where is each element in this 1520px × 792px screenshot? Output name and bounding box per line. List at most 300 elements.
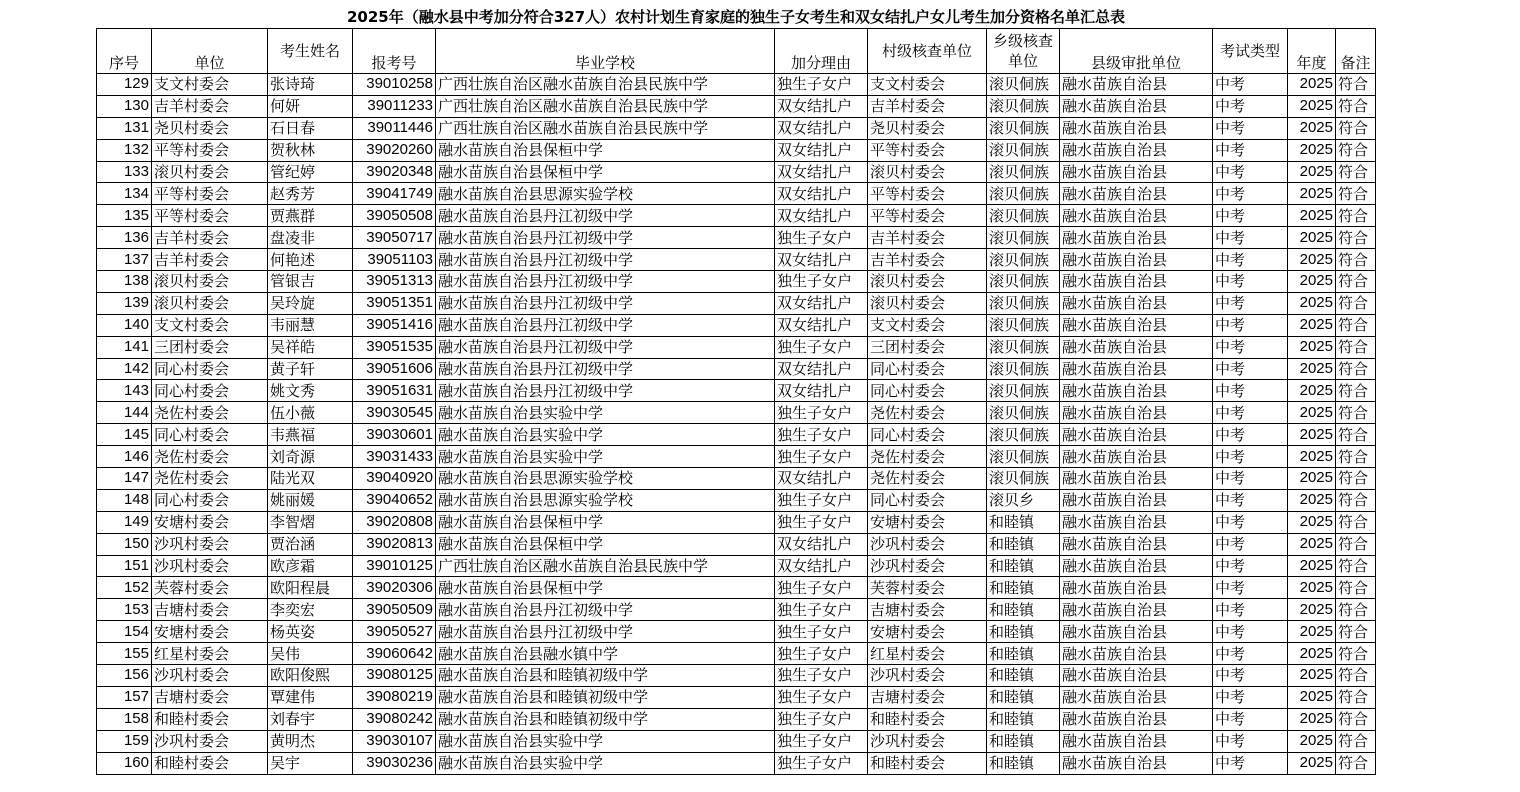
cell-note: 符合: [1336, 227, 1376, 249]
cell-school: 融水苗族自治县丹江初级中学: [436, 314, 775, 336]
cell-student-name: 吴伟: [268, 643, 353, 665]
cell-seq: 154: [97, 621, 152, 643]
cell-school: 广西壮族自治区融水苗族自治县民族中学: [436, 74, 775, 96]
cell-student-name: 韦燕福: [268, 424, 353, 446]
cell-exam-type: 中考: [1213, 380, 1288, 402]
cell-bonus-reason: 独生子女户: [775, 271, 868, 293]
cell-student-name: 何妍: [268, 95, 353, 117]
cell-student-name: 覃建伟: [268, 686, 353, 708]
cell-exam-number: 39010258: [353, 74, 436, 96]
cell-exam-type: 中考: [1213, 117, 1288, 139]
cell-year: 2025: [1288, 358, 1336, 380]
cell-school: 融水苗族自治县丹江初级中学: [436, 271, 775, 293]
cell-town-check: 滚贝侗族: [987, 205, 1060, 227]
cell-seq: 141: [97, 336, 152, 358]
cell-exam-type: 中考: [1213, 665, 1288, 687]
cell-student-name: 张诗琦: [268, 74, 353, 96]
cell-town-check: 和睦镇: [987, 730, 1060, 752]
cell-bonus-reason: 独生子女户: [775, 511, 868, 533]
cell-exam-type: 中考: [1213, 555, 1288, 577]
cell-bonus-reason: 独生子女户: [775, 424, 868, 446]
cell-town-check: 滚贝侗族: [987, 468, 1060, 490]
cell-student-name: 姚文秀: [268, 380, 353, 402]
cell-exam-type: 中考: [1213, 402, 1288, 424]
cell-unit: 支文村委会: [152, 314, 268, 336]
cell-exam-type: 中考: [1213, 468, 1288, 490]
cell-village-check: 和睦村委会: [868, 708, 987, 730]
table-row: [97, 577, 1376, 599]
table-row: [97, 730, 1376, 752]
cell-student-name: 刘春宇: [268, 708, 353, 730]
cell-county-approval: 融水苗族自治县: [1060, 468, 1213, 490]
table-row: [97, 249, 1376, 271]
table-row: [97, 468, 1376, 490]
cell-unit: 滚贝村委会: [152, 292, 268, 314]
cell-seq: 129: [97, 74, 152, 96]
cell-school: 广西壮族自治区融水苗族自治县民族中学: [436, 95, 775, 117]
header-seq: 序号: [97, 29, 152, 74]
cell-county-approval: 融水苗族自治县: [1060, 292, 1213, 314]
cell-seq: 152: [97, 577, 152, 599]
cell-exam-type: 中考: [1213, 249, 1288, 271]
cell-school: 融水苗族自治县实验中学: [436, 446, 775, 468]
cell-note: 符合: [1336, 292, 1376, 314]
table-row: [97, 380, 1376, 402]
header-unit: 单位: [152, 29, 268, 74]
cell-village-check: 平等村委会: [868, 183, 987, 205]
cell-unit: 和睦村委会: [152, 708, 268, 730]
cell-village-check: 吉羊村委会: [868, 227, 987, 249]
cell-unit: 滚贝村委会: [152, 271, 268, 293]
cell-student-name: 韦丽慧: [268, 314, 353, 336]
cell-year: 2025: [1288, 227, 1336, 249]
table-row: [97, 665, 1376, 687]
cell-exam-number: 39051313: [353, 271, 436, 293]
table-row: [97, 599, 1376, 621]
cell-seq: 137: [97, 249, 152, 271]
table-row: [97, 402, 1376, 424]
cell-exam-number: 39020260: [353, 139, 436, 161]
cell-town-check: 和睦镇: [987, 665, 1060, 687]
cell-note: 符合: [1336, 708, 1376, 730]
cell-bonus-reason: 双女结扎户: [775, 314, 868, 336]
cell-exam-number: 39050508: [353, 205, 436, 227]
cell-note: 符合: [1336, 643, 1376, 665]
cell-village-check: 尧佐村委会: [868, 468, 987, 490]
cell-school: 融水苗族自治县丹江初级中学: [436, 249, 775, 271]
cell-unit: 吉羊村委会: [152, 95, 268, 117]
cell-seq: 150: [97, 533, 152, 555]
cell-county-approval: 融水苗族自治县: [1060, 249, 1213, 271]
cell-seq: 147: [97, 468, 152, 490]
cell-student-name: 姚丽媛: [268, 489, 353, 511]
header-row: [97, 29, 1376, 74]
cell-year: 2025: [1288, 95, 1336, 117]
cell-seq: 143: [97, 380, 152, 402]
cell-exam-type: 中考: [1213, 74, 1288, 96]
cell-unit: 沙巩村委会: [152, 665, 268, 687]
cell-bonus-reason: 双女结扎户: [775, 468, 868, 490]
cell-county-approval: 融水苗族自治县: [1060, 446, 1213, 468]
qualification-table: [96, 28, 1376, 775]
cell-seq: 140: [97, 314, 152, 336]
cell-unit: 沙巩村委会: [152, 533, 268, 555]
cell-bonus-reason: 独生子女户: [775, 599, 868, 621]
cell-village-check: 尧佐村委会: [868, 446, 987, 468]
cell-student-name: 盘凌非: [268, 227, 353, 249]
cell-note: 符合: [1336, 74, 1376, 96]
header-exam-type: 考试类型: [1213, 29, 1288, 74]
cell-note: 符合: [1336, 686, 1376, 708]
cell-year: 2025: [1288, 249, 1336, 271]
cell-exam-number: 39031433: [353, 446, 436, 468]
table-row: [97, 117, 1376, 139]
cell-student-name: 石日春: [268, 117, 353, 139]
cell-town-check: 滚贝侗族: [987, 446, 1060, 468]
table-row: [97, 424, 1376, 446]
cell-school: 融水苗族自治县实验中学: [436, 730, 775, 752]
cell-unit: 吉塘村委会: [152, 599, 268, 621]
cell-village-check: 和睦村委会: [868, 752, 987, 774]
cell-county-approval: 融水苗族自治县: [1060, 161, 1213, 183]
cell-town-check: 和睦镇: [987, 533, 1060, 555]
cell-note: 符合: [1336, 117, 1376, 139]
cell-student-name: 贾燕群: [268, 205, 353, 227]
cell-student-name: 赵秀芳: [268, 183, 353, 205]
cell-village-check: 沙巩村委会: [868, 533, 987, 555]
cell-village-check: 平等村委会: [868, 139, 987, 161]
cell-school: 广西壮族自治区融水苗族自治县民族中学: [436, 117, 775, 139]
cell-exam-number: 39051103: [353, 249, 436, 271]
cell-village-check: 芙蓉村委会: [868, 577, 987, 599]
cell-county-approval: 融水苗族自治县: [1060, 358, 1213, 380]
cell-exam-type: 中考: [1213, 621, 1288, 643]
cell-seq: 153: [97, 599, 152, 621]
cell-school: 融水苗族自治县实验中学: [436, 752, 775, 774]
table-row: [97, 555, 1376, 577]
cell-seq: 149: [97, 511, 152, 533]
cell-town-check: 滚贝侗族: [987, 314, 1060, 336]
cell-exam-number: 39050527: [353, 621, 436, 643]
cell-year: 2025: [1288, 117, 1336, 139]
cell-town-check: 滚贝侗族: [987, 271, 1060, 293]
cell-school: 融水苗族自治县丹江初级中学: [436, 292, 775, 314]
cell-bonus-reason: 双女结扎户: [775, 358, 868, 380]
cell-note: 符合: [1336, 95, 1376, 117]
cell-exam-number: 39051416: [353, 314, 436, 336]
table-row: [97, 95, 1376, 117]
table-body: [97, 74, 1376, 775]
cell-village-check: 吉羊村委会: [868, 249, 987, 271]
cell-town-check: 和睦镇: [987, 511, 1060, 533]
cell-exam-type: 中考: [1213, 139, 1288, 161]
cell-note: 符合: [1336, 446, 1376, 468]
cell-county-approval: 融水苗族自治县: [1060, 730, 1213, 752]
cell-town-check: 滚贝侗族: [987, 336, 1060, 358]
cell-bonus-reason: 双女结扎户: [775, 161, 868, 183]
cell-note: 符合: [1336, 752, 1376, 774]
cell-village-check: 沙巩村委会: [868, 555, 987, 577]
cell-unit: 尧贝村委会: [152, 117, 268, 139]
cell-school: 融水苗族自治县和睦镇初级中学: [436, 686, 775, 708]
cell-county-approval: 融水苗族自治县: [1060, 599, 1213, 621]
cell-town-check: 滚贝侗族: [987, 402, 1060, 424]
cell-bonus-reason: 双女结扎户: [775, 183, 868, 205]
cell-village-check: 吉羊村委会: [868, 95, 987, 117]
cell-county-approval: 融水苗族自治县: [1060, 511, 1213, 533]
cell-town-check: 和睦镇: [987, 643, 1060, 665]
cell-year: 2025: [1288, 380, 1336, 402]
cell-town-check: 和睦镇: [987, 599, 1060, 621]
cell-county-approval: 融水苗族自治县: [1060, 752, 1213, 774]
cell-village-check: 安塘村委会: [868, 621, 987, 643]
table-row: [97, 336, 1376, 358]
cell-seq: 135: [97, 205, 152, 227]
cell-county-approval: 融水苗族自治县: [1060, 183, 1213, 205]
cell-year: 2025: [1288, 424, 1336, 446]
cell-exam-number: 39040652: [353, 489, 436, 511]
cell-note: 符合: [1336, 489, 1376, 511]
cell-student-name: 刘奇源: [268, 446, 353, 468]
cell-school: 融水苗族自治县实验中学: [436, 402, 775, 424]
cell-school: 广西壮族自治区融水苗族自治县民族中学: [436, 555, 775, 577]
cell-year: 2025: [1288, 643, 1336, 665]
cell-student-name: 陆光双: [268, 468, 353, 490]
cell-school: 融水苗族自治县保桓中学: [436, 139, 775, 161]
cell-village-check: 三团村委会: [868, 336, 987, 358]
cell-exam-type: 中考: [1213, 643, 1288, 665]
cell-year: 2025: [1288, 314, 1336, 336]
cell-exam-type: 中考: [1213, 161, 1288, 183]
cell-town-check: 滚贝侗族: [987, 292, 1060, 314]
cell-year: 2025: [1288, 577, 1336, 599]
cell-town-check: 滚贝侗族: [987, 95, 1060, 117]
cell-school: 融水苗族自治县保桓中学: [436, 511, 775, 533]
cell-unit: 尧佐村委会: [152, 468, 268, 490]
cell-seq: 130: [97, 95, 152, 117]
cell-unit: 沙巩村委会: [152, 730, 268, 752]
cell-unit: 安塘村委会: [152, 621, 268, 643]
cell-county-approval: 融水苗族自治县: [1060, 227, 1213, 249]
cell-note: 符合: [1336, 533, 1376, 555]
cell-village-check: 尧佐村委会: [868, 402, 987, 424]
cell-year: 2025: [1288, 446, 1336, 468]
cell-exam-number: 39010125: [353, 555, 436, 577]
cell-exam-type: 中考: [1213, 336, 1288, 358]
cell-student-name: 李奕宏: [268, 599, 353, 621]
table-row: [97, 139, 1376, 161]
cell-town-check: 滚贝侗族: [987, 358, 1060, 380]
cell-exam-number: 39040920: [353, 468, 436, 490]
cell-school: 融水苗族自治县丹江初级中学: [436, 358, 775, 380]
cell-county-approval: 融水苗族自治县: [1060, 336, 1213, 358]
cell-bonus-reason: 独生子女户: [775, 577, 868, 599]
cell-seq: 146: [97, 446, 152, 468]
table-row: [97, 708, 1376, 730]
cell-school: 融水苗族自治县丹江初级中学: [436, 380, 775, 402]
table-row: [97, 183, 1376, 205]
cell-note: 符合: [1336, 271, 1376, 293]
cell-bonus-reason: 双女结扎户: [775, 205, 868, 227]
cell-year: 2025: [1288, 555, 1336, 577]
cell-exam-number: 39060642: [353, 643, 436, 665]
table-row: [97, 292, 1376, 314]
cell-unit: 红星村委会: [152, 643, 268, 665]
cell-year: 2025: [1288, 730, 1336, 752]
cell-county-approval: 融水苗族自治县: [1060, 533, 1213, 555]
cell-seq: 142: [97, 358, 152, 380]
cell-bonus-reason: 独生子女户: [775, 708, 868, 730]
cell-county-approval: 融水苗族自治县: [1060, 489, 1213, 511]
cell-year: 2025: [1288, 511, 1336, 533]
cell-note: 符合: [1336, 621, 1376, 643]
cell-unit: 沙巩村委会: [152, 555, 268, 577]
cell-village-check: 平等村委会: [868, 205, 987, 227]
cell-seq: 138: [97, 271, 152, 293]
cell-village-check: 滚贝村委会: [868, 292, 987, 314]
cell-village-check: 滚贝村委会: [868, 271, 987, 293]
cell-unit: 吉羊村委会: [152, 227, 268, 249]
cell-village-check: 沙巩村委会: [868, 665, 987, 687]
cell-exam-number: 39011446: [353, 117, 436, 139]
cell-year: 2025: [1288, 665, 1336, 687]
cell-unit: 平等村委会: [152, 183, 268, 205]
cell-town-check: 滚贝侗族: [987, 227, 1060, 249]
cell-year: 2025: [1288, 271, 1336, 293]
cell-county-approval: 融水苗族自治县: [1060, 555, 1213, 577]
table-row: [97, 621, 1376, 643]
header-note: 备注: [1336, 29, 1376, 74]
cell-exam-number: 39020808: [353, 511, 436, 533]
cell-note: 符合: [1336, 380, 1376, 402]
cell-note: 符合: [1336, 139, 1376, 161]
cell-unit: 支文村委会: [152, 74, 268, 96]
cell-exam-type: 中考: [1213, 752, 1288, 774]
cell-year: 2025: [1288, 292, 1336, 314]
cell-year: 2025: [1288, 599, 1336, 621]
table-row: [97, 314, 1376, 336]
cell-seq: 144: [97, 402, 152, 424]
cell-school: 融水苗族自治县保桓中学: [436, 161, 775, 183]
cell-student-name: 吴玲旋: [268, 292, 353, 314]
cell-seq: 157: [97, 686, 152, 708]
cell-town-check: 滚贝侗族: [987, 424, 1060, 446]
cell-school: 融水苗族自治县丹江初级中学: [436, 621, 775, 643]
cell-note: 符合: [1336, 730, 1376, 752]
cell-seq: 136: [97, 227, 152, 249]
cell-unit: 同心村委会: [152, 358, 268, 380]
cell-note: 符合: [1336, 424, 1376, 446]
cell-school: 融水苗族自治县思源实验学校: [436, 489, 775, 511]
cell-county-approval: 融水苗族自治县: [1060, 643, 1213, 665]
cell-exam-type: 中考: [1213, 95, 1288, 117]
cell-village-check: 尧贝村委会: [868, 117, 987, 139]
cell-seq: 145: [97, 424, 152, 446]
cell-bonus-reason: 双女结扎户: [775, 555, 868, 577]
cell-school: 融水苗族自治县实验中学: [436, 424, 775, 446]
cell-school: 融水苗族自治县丹江初级中学: [436, 205, 775, 227]
cell-bonus-reason: 双女结扎户: [775, 380, 868, 402]
cell-note: 符合: [1336, 358, 1376, 380]
cell-bonus-reason: 独生子女户: [775, 665, 868, 687]
cell-seq: 132: [97, 139, 152, 161]
cell-bonus-reason: 独生子女户: [775, 227, 868, 249]
cell-unit: 同心村委会: [152, 380, 268, 402]
table-row: [97, 511, 1376, 533]
cell-exam-number: 39050509: [353, 599, 436, 621]
cell-county-approval: 融水苗族自治县: [1060, 74, 1213, 96]
cell-student-name: 欧阳俊熙: [268, 665, 353, 687]
cell-bonus-reason: 独生子女户: [775, 752, 868, 774]
cell-bonus-reason: 独生子女户: [775, 402, 868, 424]
cell-year: 2025: [1288, 752, 1336, 774]
cell-exam-number: 39030236: [353, 752, 436, 774]
cell-county-approval: 融水苗族自治县: [1060, 577, 1213, 599]
cell-village-check: 滚贝村委会: [868, 161, 987, 183]
table-row: [97, 446, 1376, 468]
table-row: [97, 205, 1376, 227]
cell-year: 2025: [1288, 336, 1336, 358]
cell-bonus-reason: 独生子女户: [775, 74, 868, 96]
cell-exam-type: 中考: [1213, 205, 1288, 227]
cell-seq: 148: [97, 489, 152, 511]
cell-exam-type: 中考: [1213, 599, 1288, 621]
cell-seq: 155: [97, 643, 152, 665]
cell-student-name: 黄明杰: [268, 730, 353, 752]
cell-exam-number: 39030107: [353, 730, 436, 752]
cell-note: 符合: [1336, 468, 1376, 490]
cell-bonus-reason: 双女结扎户: [775, 292, 868, 314]
cell-county-approval: 融水苗族自治县: [1060, 271, 1213, 293]
cell-exam-number: 39051631: [353, 380, 436, 402]
cell-county-approval: 融水苗族自治县: [1060, 708, 1213, 730]
cell-unit: 吉塘村委会: [152, 686, 268, 708]
cell-school: 融水苗族自治县融水镇中学: [436, 643, 775, 665]
cell-school: 融水苗族自治县思源实验学校: [436, 183, 775, 205]
cell-exam-type: 中考: [1213, 511, 1288, 533]
cell-exam-type: 中考: [1213, 686, 1288, 708]
cell-student-name: 贺秋林: [268, 139, 353, 161]
cell-town-check: 滚贝侗族: [987, 249, 1060, 271]
cell-bonus-reason: 独生子女户: [775, 621, 868, 643]
cell-year: 2025: [1288, 621, 1336, 643]
cell-unit: 滚贝村委会: [152, 161, 268, 183]
header-year: 年度: [1288, 29, 1336, 74]
cell-village-check: 同心村委会: [868, 424, 987, 446]
cell-note: 符合: [1336, 336, 1376, 358]
cell-student-name: 贾治涵: [268, 533, 353, 555]
cell-county-approval: 融水苗族自治县: [1060, 139, 1213, 161]
cell-exam-number: 39011233: [353, 95, 436, 117]
cell-student-name: 何艳述: [268, 249, 353, 271]
cell-seq: 160: [97, 752, 152, 774]
cell-note: 符合: [1336, 577, 1376, 599]
cell-bonus-reason: 双女结扎户: [775, 139, 868, 161]
cell-county-approval: 融水苗族自治县: [1060, 424, 1213, 446]
cell-exam-number: 39020306: [353, 577, 436, 599]
cell-seq: 156: [97, 665, 152, 687]
header-exam-number: 报考号: [353, 29, 436, 74]
cell-bonus-reason: 独生子女户: [775, 730, 868, 752]
cell-bonus-reason: 独生子女户: [775, 643, 868, 665]
cell-year: 2025: [1288, 205, 1336, 227]
table-row: [97, 489, 1376, 511]
cell-exam-type: 中考: [1213, 533, 1288, 555]
cell-exam-number: 39051351: [353, 292, 436, 314]
header-student-name: 考生姓名: [268, 29, 353, 74]
cell-exam-type: 中考: [1213, 489, 1288, 511]
cell-village-check: 红星村委会: [868, 643, 987, 665]
